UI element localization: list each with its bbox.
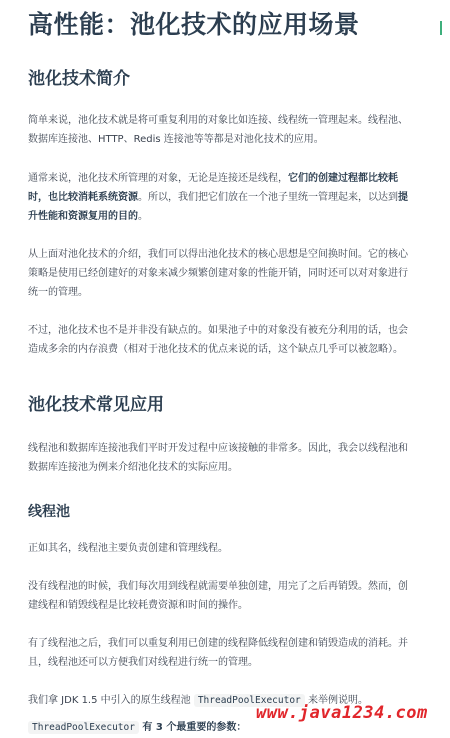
text-span: 。所以，我们把它们放在一个池子里统一管理起来，以达到 <box>138 192 398 203</box>
text-span: 。 <box>138 211 148 222</box>
toc-active-indicator <box>440 21 442 35</box>
paragraph-applications-1: 线程池和数据库连接池我们平时开发过程中应该接触的非常多。因此，我会以线程池和数据库连接池为例来介绍池化技术的实际应用。 <box>28 443 408 473</box>
watermark-text: www.java1234.com <box>256 703 428 723</box>
paragraph-intro-3: 从上面对池化技术的介绍，我们可以得出池化技术的核心思想是空间换时间。它的核心策略是使用已经创建好的对象来减少频繁创建对象的性能开销，同时还可以对对象进行统一的管理。 <box>28 249 408 298</box>
emphasis-text: 有 3 个最重要的参数： <box>138 722 247 733</box>
article-content <box>28 6 410 737</box>
paragraph-threadpool-2: 没有线程池的时候，我们每次用到线程就需要单独创建，用完了之后再销毁。然而，创建线程和销毁线程是比较耗费资源和时间的操作。 <box>28 581 408 611</box>
inline-code: ThreadPoolExecutor <box>28 721 139 734</box>
text-span: 来举例说明。 <box>304 695 368 706</box>
emphasis-text: 它们的创建过程都比较耗时，也比较消耗系统资源 <box>28 173 398 203</box>
paragraph-intro-2 <box>28 169 410 226</box>
paragraph-threadpool-1: 正如其名，线程池主要负责创建和管理线程。 <box>28 543 228 554</box>
text-span: 我们拿 JDK 1.5 中引入的原生线程池 <box>28 695 194 706</box>
emphasis-text: 提升性能和资源复用的目的 <box>28 192 408 222</box>
section-heading-threadpool: 线程池 <box>28 504 70 520</box>
paragraph-threadpool-3: 有了线程池之后，我们可以重复利用已创建的线程降低线程创建和销毁造成的消耗。并且，线程池还可以方便我们对线程进行统一的管理。 <box>28 638 408 668</box>
section-heading-intro: 池化技术简介 <box>28 69 130 89</box>
section-heading-applications: 池化技术常见应用 <box>28 395 164 415</box>
inline-code: ThreadPoolExecutor <box>194 694 305 707</box>
text-span: 通常来说，池化技术所管理的对象，无论是连接还是线程， <box>28 173 288 184</box>
paragraph-intro-1: 简单来说，池化技术就是将可重复利用的对象比如连接、线程统一管理起来。线程池、数据库连接池、HTTP、Redis 连接池等等都是对池化技术的应用。 <box>28 115 408 145</box>
paragraph-intro-4: 不过，池化技术也不是并非没有缺点的。如果池子中的对象没有被充分利用的话，也会造成多余的内存浪费（相对于池化技术的优点来说的话，这个缺点几乎可以被忽略）。 <box>28 325 408 355</box>
page-title: 高性能：池化技术的应用场景 <box>28 10 360 39</box>
